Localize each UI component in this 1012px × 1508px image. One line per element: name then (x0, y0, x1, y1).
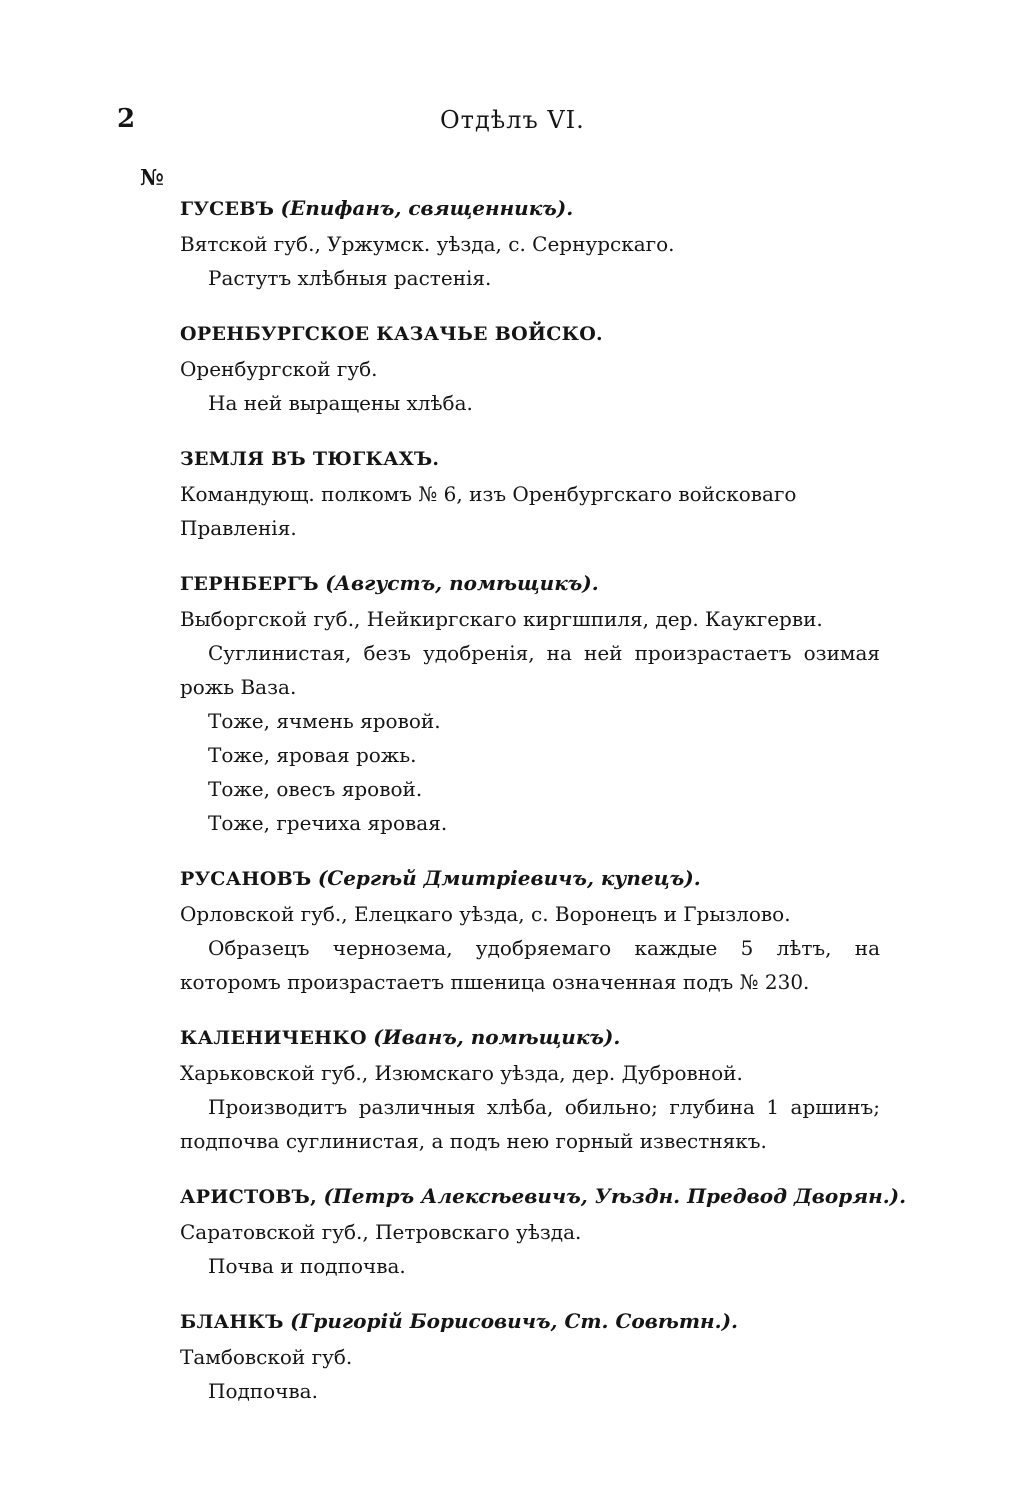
entry-descriptor: (Сергѣй Дмитріевичъ, купецъ). (317, 866, 701, 890)
entry-place: Выборгской губ., Нейкиргскаго киргшпиля, дер. Каукгерви. (180, 607, 823, 631)
entry-rusanov (180, 860, 880, 999)
entry-descriptor: (Григорій Борисовичъ, Ст. Совѣтн.). (290, 1309, 739, 1333)
entry-descriptor: (Августъ, помѣщикъ). (325, 571, 599, 595)
entry-aristov (180, 1178, 907, 1283)
entry-place: Тамбовской губ. (180, 1345, 353, 1369)
entry-name: АРИСТОВЪ, (180, 1186, 318, 1208)
entry-kalenichenko (180, 1019, 880, 1158)
entry-name: ГЕРНБЕРГЪ (180, 573, 319, 595)
entry-name: БЛАНКЪ (180, 1311, 284, 1333)
entry-gernberg (180, 565, 880, 840)
entry-name: РУСАНОВЪ (180, 868, 312, 890)
page-number: 2 (117, 104, 136, 134)
entry-descriptor: (Епифанъ, священникъ). (280, 196, 574, 220)
entry-note: Почва и подпочва. (208, 1254, 406, 1278)
entry-name: ЗЕМЛЯ ВЪ ТЮГКАХЪ. (180, 448, 440, 470)
entry-gusev (180, 190, 880, 295)
entry-note: На ней выращены хлѣба. (208, 391, 473, 415)
entry-note: Тоже, гречиха яровая. (208, 811, 448, 835)
entry-place: Орловской губ., Елецкаго уѣзда, с. Воронецъ и Грызлово. (180, 902, 791, 926)
entry-note: Производитъ различныя хлѣба, обильно; глубина 1 аршинъ; подпочва суглинистая, а подъ нею горный известнякъ. (180, 1095, 880, 1153)
entry-note: Образецъ чернозема, удобряемаго каждые 5 лѣтъ, на которомъ произрастаетъ пшеница означенная подъ № 230. (180, 936, 880, 994)
entry-place: Саратовской губ., Петровскаго уѣзда. (180, 1220, 582, 1244)
entry-note: Тоже, ячмень яровой. (208, 709, 441, 733)
entry-orenburg-cossacks (180, 315, 880, 420)
entry-note: Подпочва. (208, 1379, 318, 1403)
entry-place: Оренбургской губ. (180, 357, 378, 381)
entry-note: Растутъ хлѣбныя растенія. (208, 266, 492, 290)
entry-place: Командующ. полкомъ № 6, изъ Оренбургскаго войсковаго Правленія. (180, 482, 797, 540)
entry-note: Суглинистая, безъ удобренія, на ней произрастаетъ озимая рожь Ваза. (180, 641, 880, 699)
entry-descriptor: (Петръ Алексѣевичъ, Уѣздн. Предвод Дворян.). (323, 1184, 907, 1208)
entry-blank (180, 1303, 880, 1408)
entry-soil-in-bags (180, 440, 880, 545)
running-head: Отдѣлъ VI. (440, 106, 585, 134)
entry-descriptor: (Иванъ, помѣщикъ). (373, 1025, 621, 1049)
entry-place: Вятской губ., Уржумск. уѣзда, с. Сернурскаго. (180, 232, 675, 256)
entry-note: Тоже, яровая рожь. (208, 743, 417, 767)
entry-name: ГУСЕВЪ (180, 198, 275, 220)
entry-name: КАЛЕНИЧЕНКО (180, 1027, 367, 1049)
entry-place: Харьковской губ., Изюмскаго уѣзда, дер. Дубровной. (180, 1061, 743, 1085)
number-sign: № (140, 165, 164, 191)
entries-list (180, 190, 907, 1428)
entry-name: ОРЕНБУРГСКОЕ КАЗАЧЬЕ ВОЙСКО. (180, 323, 603, 345)
entry-note: Тоже, овесъ яровой. (208, 777, 423, 801)
